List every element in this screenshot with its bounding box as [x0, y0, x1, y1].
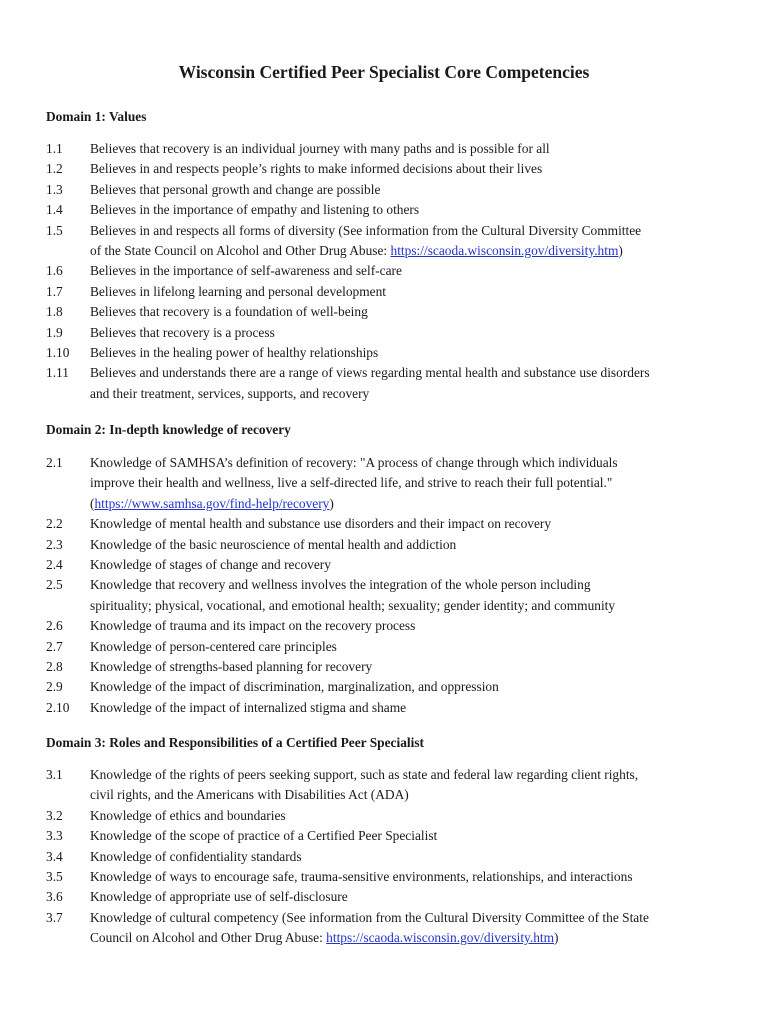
competency-number: 3.5: [46, 869, 63, 885]
competency-item: [46, 261, 736, 281]
competency-item: [46, 867, 736, 887]
competency-item: [46, 514, 736, 534]
competency-text-line: [90, 698, 736, 718]
competency-item: [46, 323, 736, 343]
competency-text: [90, 323, 736, 343]
competency-item: [46, 200, 736, 220]
competency-text: [90, 514, 736, 534]
competency-text: [90, 343, 736, 363]
competency-text-line: [90, 826, 736, 846]
line-text: Believes in the importance of empathy and listening to others: [90, 202, 420, 218]
competency-number: 1.7: [46, 283, 63, 299]
line-text: Knowledge of SAMHSA’s definition of recovery: "A process of change through which individuals: [90, 455, 618, 470]
competency-text-line: [90, 765, 736, 785]
line-text: Knowledge of the impact of internalized stigma and shame: [90, 699, 407, 715]
line-text-suffix: ): [554, 930, 559, 946]
line-text: Believes that recovery is a process: [90, 324, 275, 340]
line-text: (: [90, 495, 95, 511]
competency-text-line: [90, 453, 736, 473]
competency-text: [90, 826, 736, 846]
competency-text: [90, 261, 736, 281]
competency-text: [90, 282, 736, 302]
page-title: Wisconsin Certified Peer Specialist Core Competencies: [178, 62, 590, 82]
competency-text: [90, 698, 736, 718]
line-text: Believes that recovery is a foundation of well-being: [90, 304, 368, 320]
competency-item: [46, 282, 736, 302]
competency-number: 2.2: [46, 516, 63, 532]
competency-text-line: [90, 159, 736, 179]
line-text: Believes that recovery is an individual journey with many paths and is possible for all: [90, 141, 550, 156]
line-text: Knowledge of strengths-based planning for recovery: [90, 659, 373, 675]
competency-text: [90, 806, 736, 826]
competency-number: 2.3: [46, 536, 63, 552]
line-text: Believes that personal growth and change are possible: [90, 181, 381, 197]
line-text: Believes in lifelong learning and personal development: [90, 283, 386, 299]
reference-link[interactable]: https://scaoda.wisconsin.gov/diversity.htm: [326, 930, 555, 946]
competency-text-line: [90, 514, 736, 534]
competency-number: 3.1: [46, 767, 63, 782]
competency-number: 1.4: [46, 202, 63, 218]
competency-text: [90, 363, 736, 404]
line-text: improve their health and wellness, live a self-directed life, and strive to reach their full potential.": [90, 475, 613, 491]
competency-text: [90, 200, 736, 220]
competency-number: 3.6: [46, 889, 63, 905]
competency-text: [90, 657, 736, 677]
competency-item: [46, 765, 736, 806]
competency-text: [90, 887, 736, 907]
line-text: Knowledge of the basic neuroscience of mental health and addiction: [90, 536, 457, 552]
competency-text-line: [90, 616, 736, 636]
competency-text: [90, 159, 736, 179]
competency-number: 3.4: [46, 848, 63, 864]
competency-item: [46, 616, 736, 636]
competency-item: [46, 575, 736, 616]
competency-text: [90, 221, 736, 262]
line-text: Knowledge of the impact of discrimination, marginalization, and oppression: [90, 679, 499, 695]
competency-item: [46, 698, 736, 718]
line-text: Knowledge of trauma and its impact on the recovery process: [90, 618, 416, 634]
competency-text: [90, 867, 736, 887]
competency-text-line: [90, 261, 736, 281]
line-text: Believes in and respects all forms of diversity (See information from the Cultural Diversity Committee: [90, 222, 642, 238]
domain-1-list: [46, 139, 736, 404]
competency-number: 1.1: [46, 141, 63, 156]
competency-number: 1.10: [46, 345, 70, 361]
line-text: Knowledge of mental health and substance use disorders and their impact on recovery: [90, 516, 552, 532]
competency-text: [90, 535, 736, 555]
line-text: Knowledge of ways to encourage safe, trauma-sensitive environments, relationships, and interactions: [90, 869, 633, 885]
competency-item: [46, 806, 736, 826]
competency-text-line: [90, 637, 736, 657]
competency-number: 2.7: [46, 638, 63, 654]
line-text-suffix: ): [329, 495, 334, 511]
line-text: Council on Alcohol and Other Drug Abuse:: [90, 930, 327, 946]
competency-number: 1.3: [46, 181, 63, 197]
competency-item: [46, 453, 736, 514]
competency-text-line: [90, 575, 736, 595]
competency-text-line: [90, 200, 736, 220]
competency-text: [90, 637, 736, 657]
competency-number: 1.9: [46, 324, 63, 340]
competency-text-line: [90, 657, 736, 677]
competency-number: 3.2: [46, 807, 63, 823]
domain-2-list: [46, 453, 736, 718]
line-text: Believes in and respects people’s rights to make informed decisions about their lives: [90, 161, 543, 177]
competency-number: 2.9: [46, 679, 63, 695]
line-text: spirituality; physical, vocational, and emotional health; sexuality; gender identity; and community: [90, 597, 616, 613]
competency-text-line: [90, 535, 736, 555]
competency-text-line: [90, 494, 736, 514]
competency-text: [90, 616, 736, 636]
competency-item: [46, 847, 736, 867]
line-text: Knowledge of ethics and boundaries: [90, 807, 286, 823]
competency-text: [90, 847, 736, 867]
competency-item: [46, 677, 736, 697]
competency-item: [46, 908, 736, 949]
competency-item: [46, 826, 736, 846]
line-text: Knowledge that recovery and wellness involves the integration of the whole person including: [90, 577, 591, 593]
competency-text-line: [90, 785, 736, 805]
competency-text: [90, 908, 736, 949]
competency-text-line: [90, 302, 736, 322]
competency-item: [46, 535, 736, 555]
competency-text-line: [90, 847, 736, 867]
competency-item: [46, 637, 736, 657]
line-text: civil rights, and the Americans with Disabilities Act (ADA): [90, 787, 409, 803]
competency-item: [46, 139, 736, 159]
competency-text: [90, 180, 736, 200]
competency-text-line: [90, 473, 736, 493]
competency-number: 2.6: [46, 618, 63, 634]
competency-text-line: [90, 241, 736, 261]
competency-item: [46, 343, 736, 363]
competency-text-line: [90, 677, 736, 697]
competency-item: [46, 180, 736, 200]
domain-3-list: [46, 765, 736, 949]
competency-number: 2.10: [46, 699, 70, 715]
line-text: Knowledge of the scope of practice of a Certified Peer Specialist: [90, 828, 438, 844]
competency-item: [46, 159, 736, 179]
line-text: Knowledge of cultural competency (See information from the Cultural Diversity Committee of the State: [90, 909, 649, 925]
domain-2-heading: Domain 2: In-depth knowledge of recovery: [46, 422, 291, 437]
domain-3-heading: Domain 3: Roles and Responsibilities of a Certified Peer Specialist: [46, 735, 425, 750]
competency-number: 1.6: [46, 263, 63, 279]
line-text: Believes in the importance of self-awareness and self-care: [90, 263, 402, 279]
line-text: and their treatment, services, supports, and recovery: [90, 385, 370, 401]
reference-link[interactable]: https://www.samhsa.gov/find-help/recovery: [94, 495, 330, 511]
competency-number: 1.8: [46, 304, 63, 320]
competency-text-line: [90, 343, 736, 363]
competency-text-line: [90, 867, 736, 887]
line-text: Knowledge of person-centered care principles: [90, 638, 337, 654]
competency-number: 1.5: [46, 222, 63, 238]
competency-text: [90, 555, 736, 575]
competency-number: 1.2: [46, 161, 63, 177]
competency-text-line: [90, 806, 736, 826]
line-text-suffix: ): [618, 243, 623, 259]
competency-number: 2.5: [46, 577, 63, 593]
competency-item: [46, 887, 736, 907]
line-text: Believes in the healing power of healthy relationships: [90, 345, 379, 361]
line-text: of the State Council on Alcohol and Other Drug Abuse:: [90, 243, 391, 259]
competency-text: [90, 575, 736, 616]
competency-text-line: [90, 323, 736, 343]
competency-text-line: [90, 221, 736, 241]
competency-text: [90, 139, 736, 159]
competency-text-line: [90, 282, 736, 302]
line-text: Knowledge of appropriate use of self-disclosure: [90, 889, 348, 905]
competency-text-line: [90, 139, 736, 159]
reference-link[interactable]: https://scaoda.wisconsin.gov/diversity.htm: [390, 243, 619, 259]
line-text: Knowledge of confidentiality standards: [90, 848, 302, 864]
domain-1-heading: Domain 1: Values: [46, 109, 147, 124]
competency-item: [46, 363, 736, 404]
competency-number: 3.3: [46, 828, 63, 844]
competency-item: [46, 221, 736, 262]
line-text: Knowledge of the rights of peers seeking support, such as state and federal law regarding client rights,: [90, 767, 639, 782]
line-text: Knowledge of stages of change and recovery: [90, 557, 331, 573]
competency-text-line: [90, 384, 736, 404]
competency-number: 2.4: [46, 557, 63, 573]
competency-text-line: [90, 887, 736, 907]
competency-item: [46, 555, 736, 575]
competency-text: [90, 677, 736, 697]
competency-text: [90, 765, 736, 806]
competency-text: [90, 453, 736, 514]
competency-item: [46, 302, 736, 322]
competency-number: 2.1: [46, 455, 63, 470]
competency-number: 3.7: [46, 909, 63, 925]
competency-item: [46, 657, 736, 677]
competency-text-line: [90, 555, 736, 575]
line-text: Believes and understands there are a range of views regarding mental health and substance use disorders: [90, 365, 650, 381]
competency-text-line: [90, 596, 736, 616]
competency-text-line: [90, 908, 736, 928]
competency-number: 1.11: [46, 365, 69, 381]
competency-text-line: [90, 363, 736, 383]
competency-text-line: [90, 928, 736, 948]
competency-text: [90, 302, 736, 322]
competency-text-line: [90, 180, 736, 200]
competency-number: 2.8: [46, 659, 63, 675]
